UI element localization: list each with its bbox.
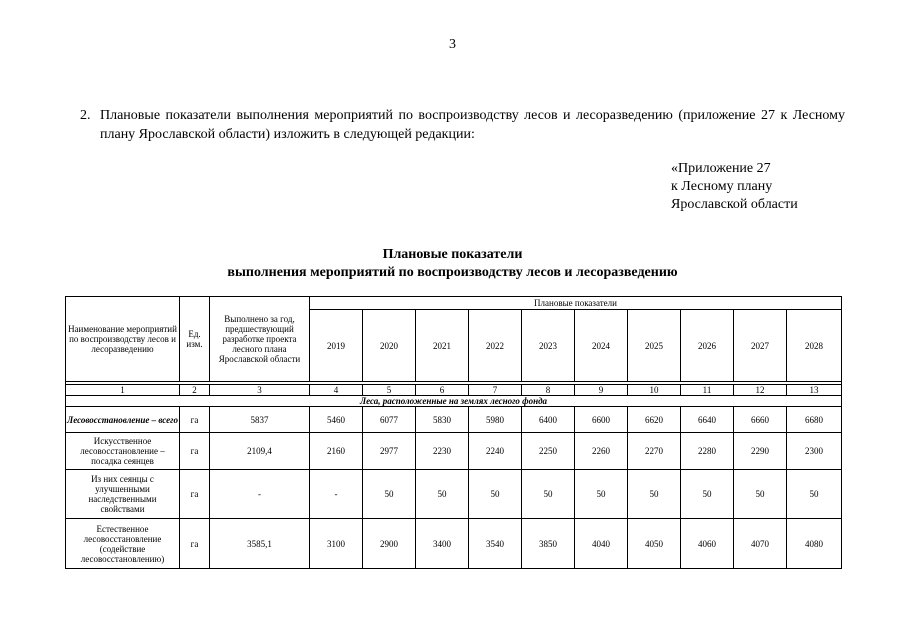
row-value: 4050 <box>628 519 681 569</box>
header-unit: Ед. изм. <box>180 297 210 382</box>
row-unit: га <box>180 470 210 519</box>
table-row <box>66 470 842 519</box>
appendix-line-2: к Лесному плану <box>671 179 773 194</box>
row-value: 4040 <box>575 519 628 569</box>
header-year: 2019 <box>310 310 363 382</box>
column-number: 10 <box>628 385 681 396</box>
item-text: Плановые показатели выполнения мероприятий по воспроизводству лесов и лесоразведению (приложение 27 к Лесному плану Ярославской области) изложить в следующей редакции: <box>100 108 845 142</box>
item-number: 2. <box>80 108 91 123</box>
row-value: 2270 <box>628 433 681 470</box>
column-number: 12 <box>734 385 787 396</box>
header-name: Наименование мероприятий по воспроизводству лесов и лесоразведению <box>66 297 180 382</box>
row-unit: га <box>180 519 210 569</box>
column-number: 1 <box>66 385 180 396</box>
row-value: 2900 <box>363 519 416 569</box>
row-value: 6077 <box>363 407 416 433</box>
row-value: 2260 <box>575 433 628 470</box>
appendix-line-3: Ярославской области <box>671 197 798 212</box>
row-value: 6680 <box>787 407 842 433</box>
table-row <box>66 407 842 433</box>
row-value: 2160 <box>310 433 363 470</box>
row-value: 4060 <box>681 519 734 569</box>
row-value: 2300 <box>787 433 842 470</box>
row-value: 3100 <box>310 519 363 569</box>
header-year: 2020 <box>363 310 416 382</box>
header-year: 2027 <box>734 310 787 382</box>
column-number: 8 <box>522 385 575 396</box>
column-number: 2 <box>180 385 210 396</box>
row-value: 50 <box>416 470 469 519</box>
row-value: 3400 <box>416 519 469 569</box>
row-value: 4070 <box>734 519 787 569</box>
row-unit: га <box>180 407 210 433</box>
column-number: 13 <box>787 385 842 396</box>
row-value: 50 <box>681 470 734 519</box>
appendix-line-1: «Приложение 27 <box>671 161 771 176</box>
row-value: 50 <box>363 470 416 519</box>
header-done: Выполнено за год, предшествующий разработке проекта лесного плана Ярославской области <box>210 297 310 382</box>
appendix-reference <box>671 160 798 214</box>
table-title <box>0 246 905 282</box>
row-value: 5460 <box>310 407 363 433</box>
header-year: 2028 <box>787 310 842 382</box>
row-value: 50 <box>575 470 628 519</box>
row-value: 5830 <box>416 407 469 433</box>
row-value: 4080 <box>787 519 842 569</box>
table-row <box>66 433 842 470</box>
column-number: 9 <box>575 385 628 396</box>
row-value: - <box>310 470 363 519</box>
header-year: 2021 <box>416 310 469 382</box>
row-value: 2230 <box>416 433 469 470</box>
row-value: 50 <box>628 470 681 519</box>
column-number: 4 <box>310 385 363 396</box>
row-value: 6660 <box>734 407 787 433</box>
header-planned: Плановые показатели <box>310 297 842 310</box>
header-year: 2022 <box>469 310 522 382</box>
row-value: 6620 <box>628 407 681 433</box>
row-value: 2250 <box>522 433 575 470</box>
column-number: 7 <box>469 385 522 396</box>
row-value: 6400 <box>522 407 575 433</box>
row-value: 2977 <box>363 433 416 470</box>
row-unit: га <box>180 433 210 470</box>
table-title-line-1: Плановые показатели <box>382 247 523 262</box>
header-year: 2023 <box>522 310 575 382</box>
row-value: 5980 <box>469 407 522 433</box>
section-heading: Леса, расположенные на землях лесного фонда <box>66 396 842 407</box>
header-year: 2024 <box>575 310 628 382</box>
row-name: Искусственное лесовосстановление – посадка сеянцев <box>66 433 180 470</box>
row-value: 6600 <box>575 407 628 433</box>
row-value: 50 <box>787 470 842 519</box>
row-value: 2290 <box>734 433 787 470</box>
header-year: 2026 <box>681 310 734 382</box>
header-year: 2025 <box>628 310 681 382</box>
row-done: 2109,4 <box>210 433 310 470</box>
row-done: - <box>210 470 310 519</box>
column-number: 3 <box>210 385 310 396</box>
row-value: 3540 <box>469 519 522 569</box>
table-row <box>66 519 842 569</box>
row-value: 50 <box>469 470 522 519</box>
column-number: 6 <box>416 385 469 396</box>
row-value: 6640 <box>681 407 734 433</box>
row-name: Естественное лесовосстановление (содействие лесовосстановлению) <box>66 519 180 569</box>
row-value: 2280 <box>681 433 734 470</box>
row-name: Лесовосстановление – всего <box>66 407 180 433</box>
row-name: Из них сеянцы с улучшенными наследственными свойствами <box>66 470 180 519</box>
plan-table <box>65 296 842 569</box>
row-done: 3585,1 <box>210 519 310 569</box>
column-number: 11 <box>681 385 734 396</box>
page-number: 3 <box>449 37 456 52</box>
row-value: 3850 <box>522 519 575 569</box>
row-value: 50 <box>522 470 575 519</box>
item-paragraph <box>80 106 845 144</box>
row-done: 5837 <box>210 407 310 433</box>
column-number: 5 <box>363 385 416 396</box>
table-title-line-2: выполнения мероприятий по воспроизводству лесов и лесоразведению <box>227 265 678 280</box>
row-value: 50 <box>734 470 787 519</box>
row-value: 2240 <box>469 433 522 470</box>
